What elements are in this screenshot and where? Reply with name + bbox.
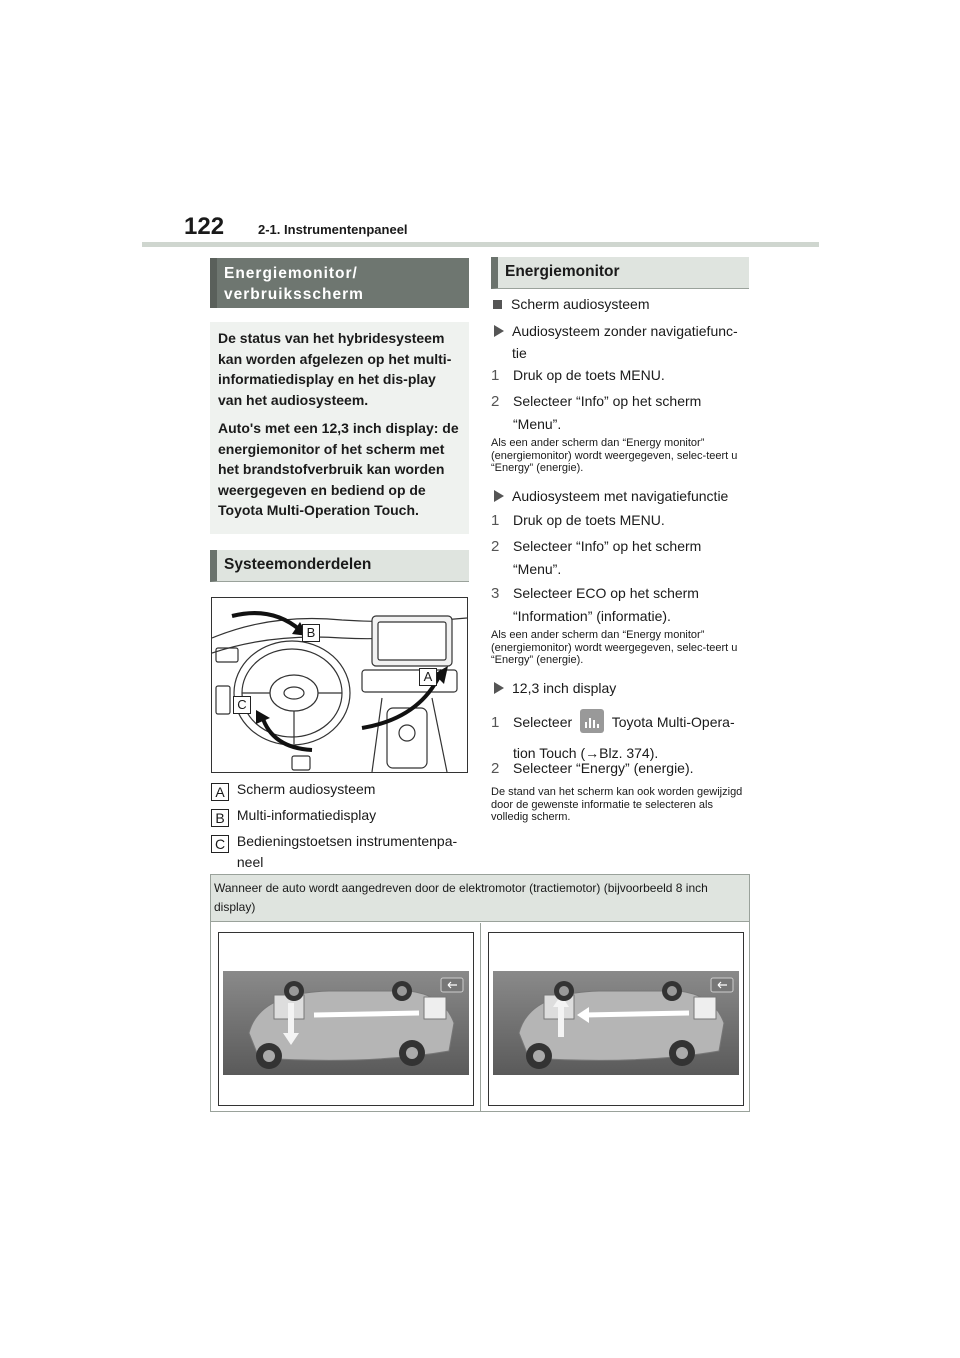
sec2-step-3 [491, 582, 749, 627]
sec2-step-3-line-2: “Information” (informatie). [513, 608, 671, 624]
energy-flow-cell-2 [481, 923, 751, 1111]
heading-line-2: verbruiksscherm [224, 286, 364, 303]
sec2-step-1 [491, 509, 749, 532]
sec1-step-1 [491, 364, 749, 387]
intro-paragraph-2: Auto's met een 12,3 inch display: de energiemonitor of het scherm met het brandstofverbruik kan worden weergegeven en bediend op de Toyota Multi-Operation Touch. [218, 420, 459, 518]
sec1-title-line-1: Audiosysteem zonder navigatiefunc- [512, 323, 738, 339]
square-bullet-icon [493, 300, 502, 309]
sec2-step-2-line-2: “Menu”. [513, 561, 562, 577]
sec2-step-1-text: Druk op de toets MENU. [513, 512, 665, 528]
section-heading-parts: Systeemonderdelen [210, 550, 469, 582]
legend-text-a: Scherm audiosysteem [236, 781, 376, 797]
section-heading-monitor: Energiemonitor [491, 257, 749, 289]
sec3-step-1-pre: Selecteer [513, 714, 573, 730]
sec2-step-3-number: 3 [491, 585, 500, 602]
legend-key-b: B [211, 809, 229, 827]
sec1-step-1-text: Druk op de toets MENU. [513, 367, 665, 383]
sec1-title-line-2: tie [512, 345, 527, 361]
sec3-step-1-post: Toyota Multi-Opera- [611, 714, 735, 730]
legend-text-c [237, 831, 457, 873]
section-heading-energy [210, 258, 469, 308]
sec1-note: Als een ander scherm dan “Energy monitor” (energiemonitor) wordt weergegeven, selec-teert u “Energy” (energie). [491, 437, 738, 474]
sec1-step-2-line-2: “Menu”. [513, 416, 562, 432]
header-rule [142, 242, 819, 247]
sec3-step-2-text: Selecteer “Energy” (energie). [513, 760, 694, 776]
car-energy-illustration-1 [219, 933, 473, 1105]
sec3-title-text: 12,3 inch display [512, 680, 617, 696]
sec1-step-2-number: 2 [491, 393, 500, 410]
legend-item-a [211, 779, 375, 801]
car-energy-illustration-2 [489, 933, 743, 1105]
heading-line-1: Energiemonitor/ [224, 265, 358, 282]
energy-flow-screen-1 [218, 932, 474, 1106]
sec3-title [491, 677, 749, 699]
sec3-step-1-number: 1 [491, 714, 500, 731]
triangle-bullet-icon [494, 490, 504, 502]
energy-flow-cell-1 [211, 923, 481, 1111]
chapter-title: 2-1. Instrumentenpaneel [258, 222, 408, 237]
sec3-note: De stand van het scherm kan ook worden gewijzigd door de gewenste informatie te selecteren als volledig scherm. [491, 786, 743, 823]
intro-box [210, 322, 469, 534]
legend-text-c-line-2: neel [236, 854, 264, 870]
sec1-step-1-number: 1 [491, 367, 500, 384]
sec3-step-2 [491, 757, 749, 780]
sec1-step-2-line-1: Selecteer “Info” op het scherm [513, 393, 702, 409]
sec2-step-3-line-1: Selecteer ECO op het scherm [513, 585, 699, 601]
triangle-bullet-icon [494, 325, 504, 337]
legend-key-c: C [211, 835, 229, 853]
legend-text-c-line-1: Bedieningstoetsen instrumentenpa- [236, 833, 458, 849]
sec3-step-1-line-2: tion Touch (→Blz. 374). [513, 745, 659, 761]
sec1-step-2 [491, 390, 749, 435]
energy-flow-caption: Wanneer de auto wordt aangedreven door de elektromotor (tractiemotor) (bijvoorbeeld 8 inch display) [211, 875, 749, 922]
dashboard-figure [211, 597, 468, 773]
sec1-title [491, 320, 749, 364]
subheading-audio-text: Scherm audiosysteem [511, 296, 650, 312]
sec2-step-1-number: 1 [491, 512, 500, 529]
figure-label-c: C [233, 696, 251, 714]
sec2-note: Als een ander scherm dan “Energy monitor” (energiemonitor) wordt weergegeven, selec-teert u “Energy” (energie). [491, 629, 738, 666]
sec2-title [491, 485, 749, 507]
sec2-step-2-number: 2 [491, 538, 500, 555]
figure-label-b: B [302, 624, 320, 642]
legend-item-c [211, 831, 457, 873]
intro-paragraph-1: De status van het hybridesysteem kan worden afgelezen op het multi-informatiedisplay en het dis-play van het audiosysteem. [218, 330, 452, 408]
legend-item-b [211, 805, 376, 827]
energy-chart-icon [580, 709, 604, 733]
legend-text-b: Multi-informatiedisplay [236, 807, 377, 823]
sec2-title-text: Audiosysteem met navigatiefunctie [512, 488, 729, 504]
subheading-audio [491, 293, 749, 315]
sec3-step-2-number: 2 [491, 760, 500, 777]
energy-flow-table [210, 874, 750, 1112]
page-number: 122 [184, 213, 225, 240]
figure-label-a: A [419, 668, 437, 686]
sec2-step-2-line-1: Selecteer “Info” op het scherm [513, 538, 702, 554]
energy-flow-screen-2 [488, 932, 744, 1106]
triangle-bullet-icon [494, 682, 504, 694]
legend-key-a: A [211, 783, 229, 801]
sec2-step-2 [491, 535, 749, 580]
